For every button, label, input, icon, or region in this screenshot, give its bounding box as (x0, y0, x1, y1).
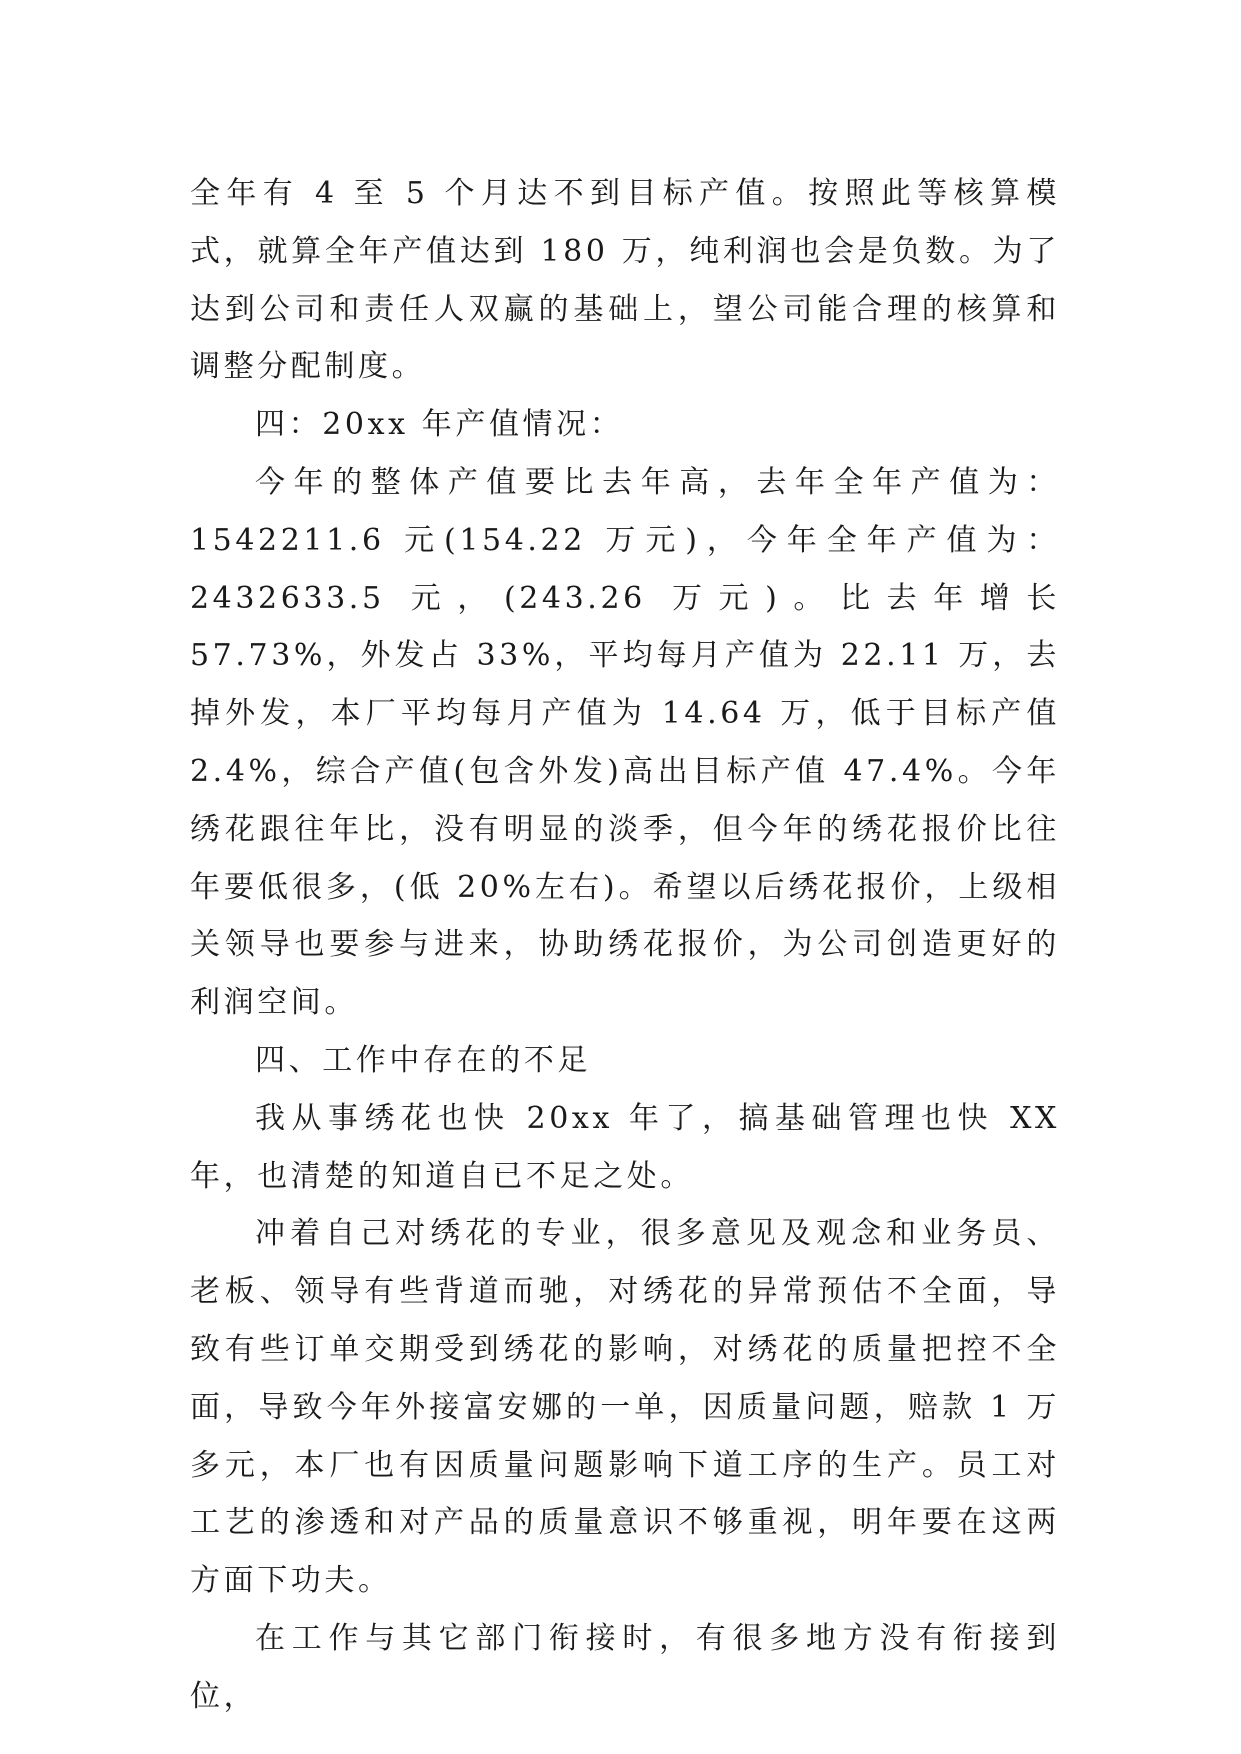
paragraph-department-coordination: 在工作与其它部门衔接时，有很多地方没有衔接到位， (190, 1620, 1060, 1714)
section-heading-output-value: 四：20xx 年产值情况： (255, 407, 624, 443)
document-body (190, 165, 1060, 1726)
section-heading-shortcomings: 四、工作中存在的不足 (255, 1042, 591, 1078)
paragraph-quality-issues: 冲着自己对绣花的专业，很多意见及观念和业务员、老板、领导有些背道而驰，对绣花的异常预估不全面，导致有些订单交期受到绣花的影响，对绣花的质量把控不全面，导致今年外接富安娜的一单，因质量问题，赔款 1 万多元，本厂也有因质量问题影响下道工序的生产。员工对工艺的渗透和对产品的质量意识不够重视，明年要在这两方面下功夫。 (190, 1216, 1060, 1599)
paragraph-continuation: 全年有 4 至 5 个月达不到目标产值。按照此等核算模式，就算全年产值达到 180 万，纯利润也会是负数。为了达到公司和责任人双赢的基础上，望公司能合理的核算和调整分配制度。 (190, 176, 1060, 385)
paragraph-output-value-details: 今年的整体产值要比去年高，去年全年产值为：1542211.6 元(154.22 万元)，今年全年产值为：2432633.5 元，(243.26 万元)。比去年增长 57.73%，外发占 33%，平均每月产值为 22.11 万，去掉外发，本厂平均每月产值为 14.64 万，低于目标产值 2.4%，综合产值(包含外发)高出目标产值 47.4%。今年绣花跟往年比，没有明显的淡季，但今年的绣花报价比往年要低很多，(低 20%左右)。希望以后绣花报价，上级相关领导也要参与进来，协助绣花报价，为公司创造更好的利润空间。 (190, 464, 1060, 1021)
paragraph-experience: 我从事绣花也快 20xx 年了，搞基础管理也快 XX 年，也清楚的知道自已不足之处。 (190, 1100, 1060, 1194)
